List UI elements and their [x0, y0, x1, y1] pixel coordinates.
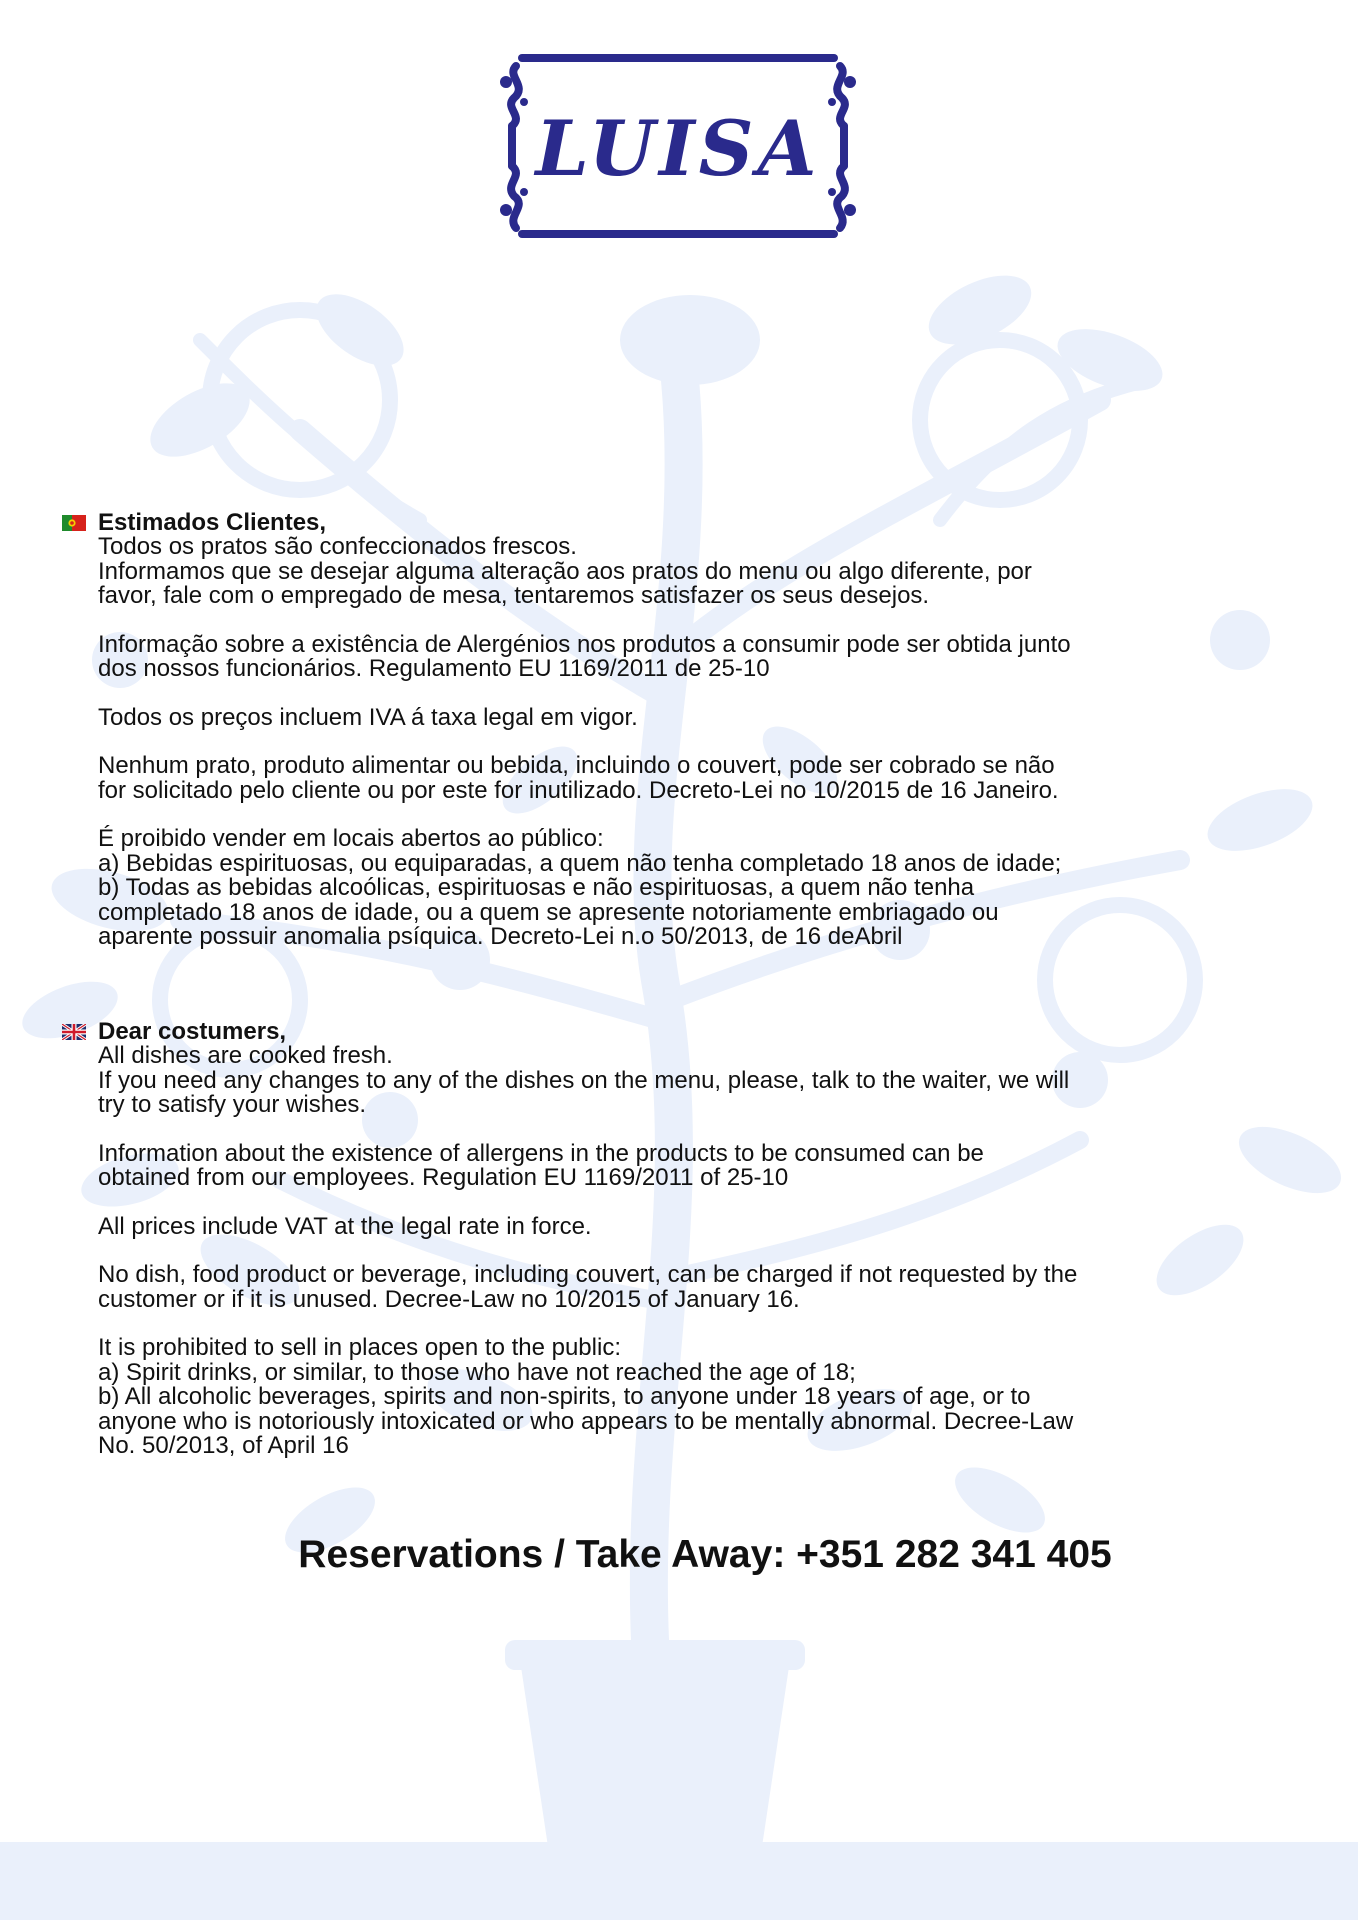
notice-body [62, 1044, 1322, 1459]
notice-paragraph [98, 1044, 1322, 1118]
logo [500, 52, 856, 240]
notice-title: Estimados Clientes, [98, 509, 327, 536]
notice-paragraph [98, 827, 1322, 950]
notice-paragraph [98, 630, 1322, 682]
notice-body [62, 535, 1322, 950]
notice-paragraph [98, 1263, 1322, 1312]
text-line: It is prohibited to sell in places open to the public: [98, 1334, 621, 1361]
text-line: Informamos que se desejar alguma alteração aos pratos do menu ou algo diferente, por [98, 557, 1032, 585]
brand-name: LUISA [535, 104, 821, 193]
text-line: customer or if it is unused. Decree-Law no 10/2015 of January 16. [98, 1285, 800, 1313]
text-line: Todos os pratos são confeccionados frescos. [98, 533, 577, 560]
notice-paragraph [98, 1139, 1322, 1191]
notice-paragraph [98, 754, 1322, 803]
notice-header [62, 510, 1322, 535]
notice-header [62, 1019, 1322, 1044]
notice-paragraph [98, 1336, 1322, 1459]
text-line: Informação sobre a existência de Alergénios nos produtos a consumir pode ser obtida junto [98, 630, 1071, 658]
text-line: É proibido vender em locais abertos ao público: [98, 825, 604, 852]
text-line: for solicitado pelo cliente ou por este for inutilizado. Decreto-Lei no 10/2015 de 16 Janeiro. [98, 776, 1059, 804]
text-line: Todos os preços incluem IVA á taxa legal em vigor. [98, 703, 638, 731]
text-line: Nenhum prato, produto alimentar ou bebida, incluindo o couvert, pode ser cobrado se não [98, 752, 1055, 779]
text-line: anyone who is notoriously intoxicated or who appears to be mentally abnormal. Decree-Law [98, 1407, 1074, 1435]
text-line: No dish, food product or beverage, including couvert, can be charged if not requested by the [98, 1261, 1078, 1288]
text-line: aparente possuir anomalia psíquica. Decreto-Lei n.o 50/2013, de 16 deAbril [98, 923, 903, 950]
text-line: favor, fale com o empregado de mesa, tentaremos satisfazer os seus desejos. [98, 582, 930, 609]
text-line: b) Todas as bebidas alcoólicas, espirituosas e não espirituosas, a quem não tenha [98, 874, 975, 901]
uk-flag-icon [62, 1024, 86, 1040]
text-line: b) All alcoholic beverages, spirits and non-spirits, to anyone under 18 years of age, or to [98, 1383, 1031, 1410]
text-line: All dishes are cooked fresh. [98, 1042, 393, 1069]
notice-english [62, 1019, 1322, 1483]
portugal-flag-icon [62, 515, 86, 531]
reservations-contact: Reservations / Take Away: +351 282 341 405 [298, 1533, 1112, 1576]
notice-paragraph [98, 535, 1322, 609]
notice-paragraph [98, 1212, 1322, 1240]
text-line: Information about the existence of allergens in the products to be consumed can be [98, 1139, 984, 1167]
text-line: obtained from our employees. Regulation EU 1169/2011 of 25-10 [98, 1164, 789, 1191]
text-line: a) Spirit drinks, or similar, to those who have not reached the age of 18; [98, 1358, 856, 1386]
text-line: completado 18 anos de idade, ou a quem se apresente notoriamente embriagado ou [98, 898, 999, 926]
text-line: try to satisfy your wishes. [98, 1091, 367, 1118]
text-line: No. 50/2013, of April 16 [98, 1432, 349, 1459]
notice-title: Dear costumers, [98, 1018, 287, 1045]
text-line: All prices include VAT at the legal rate in force. [98, 1212, 592, 1240]
text-line: a) Bebidas espirituosas, ou equiparadas, a quem não tenha completado 18 anos de idade; [98, 849, 1062, 877]
notice-paragraph [98, 703, 1322, 731]
text-line: If you need any changes to any of the dishes on the menu, please, talk to the waiter, we will [98, 1066, 1070, 1094]
text-line: dos nossos funcionários. Regulamento EU 1169/2011 de 25-10 [98, 655, 770, 682]
notice-portuguese [62, 510, 1322, 974]
